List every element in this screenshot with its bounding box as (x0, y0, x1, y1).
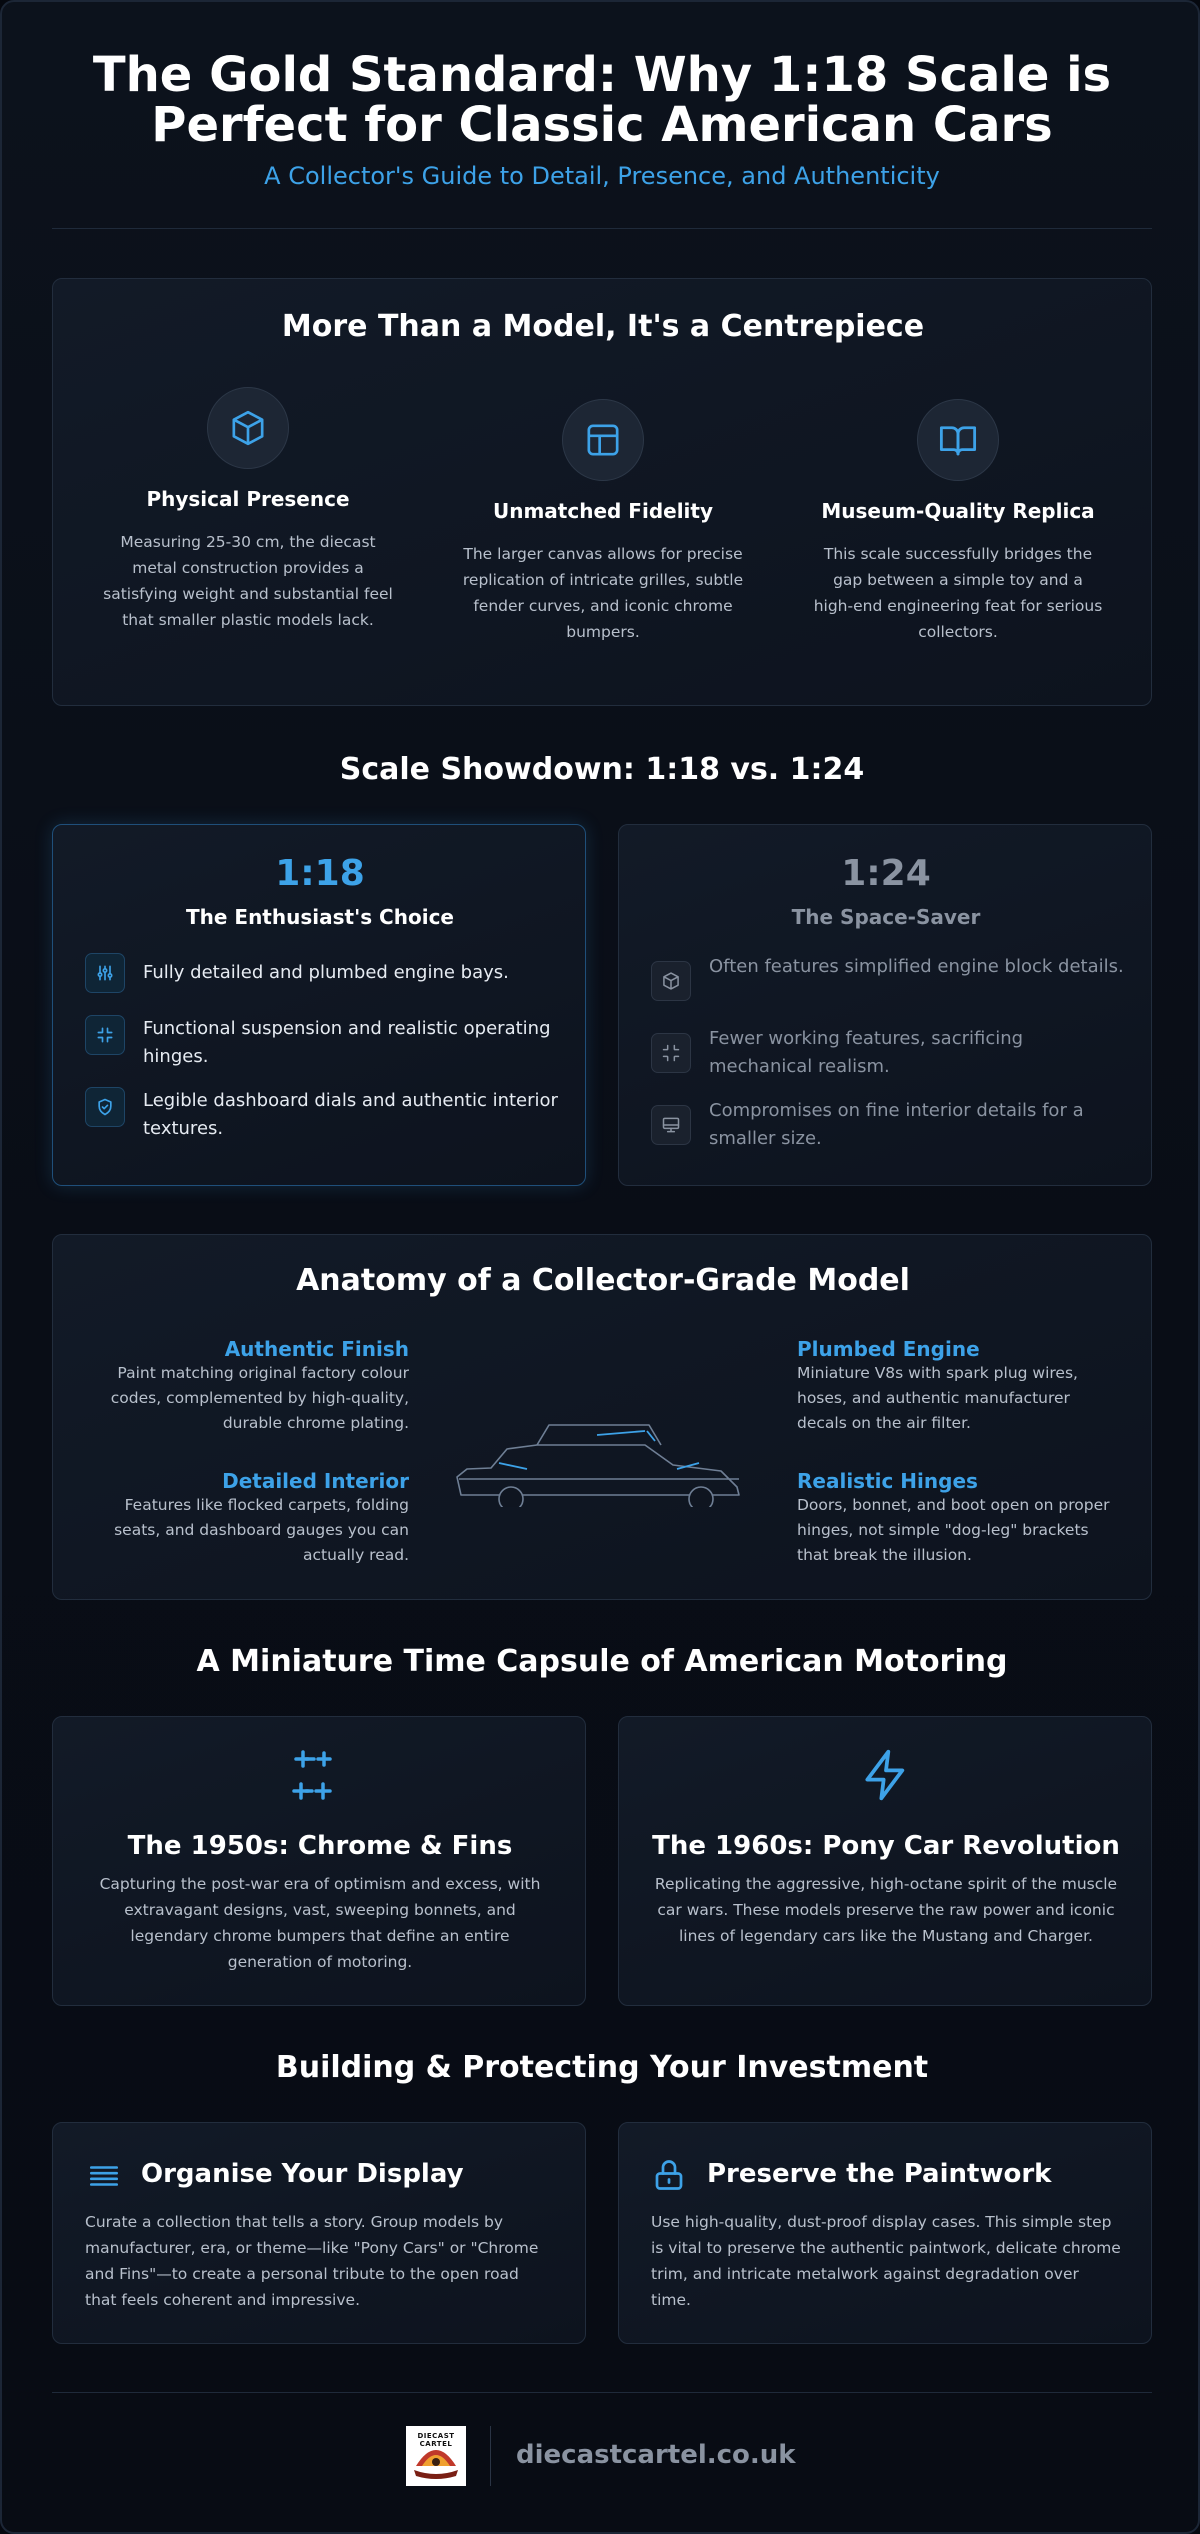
footer-separator (490, 2426, 491, 2486)
list-item-text: Functional suspension and realistic operating hinges. (143, 1018, 551, 1067)
centrepiece-card (52, 278, 1152, 706)
era-title: The 1960s: Pony Car Revolution (652, 1831, 1120, 1861)
list-item (651, 1025, 1131, 1081)
lightning-icon (858, 1747, 914, 1803)
cube-icon (207, 387, 289, 469)
investment-heading: Building & Protecting Your Investment (275, 2050, 929, 2085)
sparkles-icon (288, 1747, 352, 1811)
list-item-text: Often features simplified engine block details. (709, 956, 1124, 977)
era-text: Replicating the aggressive, high-octane spirit of the muscle car wars. These models preserve the raw power and iconic lines of legendary cars like the Mustang and Charger. (654, 1875, 1118, 1945)
footer-site-link[interactable]: diecastcartel.co.uk (516, 2440, 796, 2470)
anatomy-card (52, 1234, 1152, 1600)
sliders-icon (85, 953, 125, 993)
lock-icon (651, 2157, 687, 2193)
brand-logo-text: DIECAST CARTEL (417, 2432, 455, 2448)
centrepiece-heading: More Than a Model, It's a Centrepiece (281, 309, 925, 344)
layout-icon (562, 399, 644, 481)
feature-title: Museum-Quality Replica (821, 499, 1095, 523)
minimize-icon (651, 1033, 691, 1073)
anatomy-text: Features like flocked carpets, folding seats, and dashboard gauges you can actually read. (114, 1496, 409, 1564)
list-item (651, 953, 1131, 1001)
anatomy-authentic-finish (83, 1337, 409, 1436)
anatomy-heading: Anatomy of a Collector-Grade Model (296, 1263, 910, 1298)
list-item (85, 953, 565, 993)
tip-card-organise (52, 2122, 586, 2344)
brand-logo (406, 2426, 466, 2486)
anatomy-realistic-hinges (797, 1469, 1123, 1568)
list-item (85, 1015, 565, 1071)
tip-text: Use high-quality, dust-proof display cases. This simple step is vital to preserve the authentic paintwork, delicate chrome trim, and intricate metalwork against degradation over time. (651, 2213, 1121, 2309)
shield-check-icon (85, 1087, 125, 1127)
tip-title: Organise Your Display (141, 2159, 464, 2189)
tip-title: Preserve the Paintwork (707, 2159, 1052, 2189)
scale-value: 1:24 (841, 853, 931, 894)
page-title: The Gold Standard: Why 1:18 Scale is Perfect for Classic American Cars (92, 47, 1112, 153)
feature-text: The larger canvas allows for precise replication of intricate grilles, subtle fender curves, and iconic chrome bumpers. (462, 545, 744, 641)
showdown-heading: Scale Showdown: 1:18 vs. 1:24 (339, 752, 865, 787)
era-title: The 1950s: Chrome & Fins (127, 1831, 513, 1861)
anatomy-detailed-interior (83, 1469, 409, 1568)
list-item (85, 1087, 565, 1143)
feature-text: Measuring 25-30 cm, the diecast metal construction provides a satisfying weight and substantial feel that smaller plastic models lack. (103, 533, 393, 629)
feature-text: This scale successfully bridges the gap between a simple toy and a high-end engineering feat for serious collectors. (813, 545, 1103, 641)
list-icon (87, 2159, 121, 2193)
book-open-icon (917, 399, 999, 481)
capsule-heading: A Miniature Time Capsule of American Motoring (196, 1644, 1008, 1679)
feature-physical-presence (93, 387, 403, 633)
monitor-icon (651, 1105, 691, 1145)
list-item-text: Fewer working features, sacrificing mechanical realism. (709, 1028, 1024, 1077)
anatomy-title: Authentic Finish (224, 1337, 409, 1361)
anatomy-text: Doors, bonnet, and boot open on proper hinges, not simple "dog-leg" brackets that break the illusion. (797, 1496, 1110, 1564)
list-item-text: Fully detailed and plumbed engine bays. (143, 962, 509, 983)
tip-text: Curate a collection that tells a story. Group models by manufacturer, era, or theme—like "Pony Cars" or "Chrome and Fins"—to create a personal tribute to the open road that feels coherent and impressive. (85, 2213, 539, 2309)
footer-divider (52, 2392, 1152, 2393)
scale-label: The Space-Saver (791, 905, 981, 929)
anatomy-title: Detailed Interior (222, 1469, 409, 1493)
scale-card-1-24 (618, 824, 1152, 1186)
anatomy-title: Realistic Hinges (797, 1469, 978, 1493)
feature-title: Unmatched Fidelity (492, 499, 714, 523)
list-item-text: Compromises on fine interior details for a smaller size. (709, 1100, 1084, 1149)
anatomy-title: Plumbed Engine (797, 1337, 980, 1361)
feature-title: Physical Presence (146, 487, 350, 511)
anatomy-text: Paint matching original factory colour codes, complemented by high-quality, durable chrome plating. (110, 1364, 409, 1432)
page-subtitle: A Collector's Guide to Detail, Presence, and Authenticity (264, 162, 940, 190)
cube-icon (651, 961, 691, 1001)
list-item (651, 1097, 1131, 1153)
car-outline-icon (449, 1407, 759, 1507)
anatomy-plumbed-engine (797, 1337, 1123, 1436)
list-item-text: Legible dashboard dials and authentic interior textures. (143, 1090, 558, 1139)
anatomy-text: Miniature V8s with spark plug wires, hoses, and authentic manufacturer decals on the air filter. (797, 1364, 1078, 1432)
tip-card-preserve (618, 2122, 1152, 2344)
feature-museum-quality (803, 399, 1113, 645)
era-card-1950s (52, 1716, 586, 2006)
era-text: Capturing the post-war era of optimism and excess, with extravagant designs, vast, sweeping bonnets, and legendary chrome bumpers that define an entire generation of motoring. (99, 1875, 541, 1971)
scale-label: The Enthusiast's Choice (186, 905, 454, 929)
header-divider (52, 228, 1152, 229)
feature-unmatched-fidelity (448, 399, 758, 645)
shrink-icon (85, 1015, 125, 1055)
era-card-1960s (618, 1716, 1152, 2006)
scale-card-1-18 (52, 824, 586, 1186)
scale-value: 1:18 (275, 853, 365, 894)
